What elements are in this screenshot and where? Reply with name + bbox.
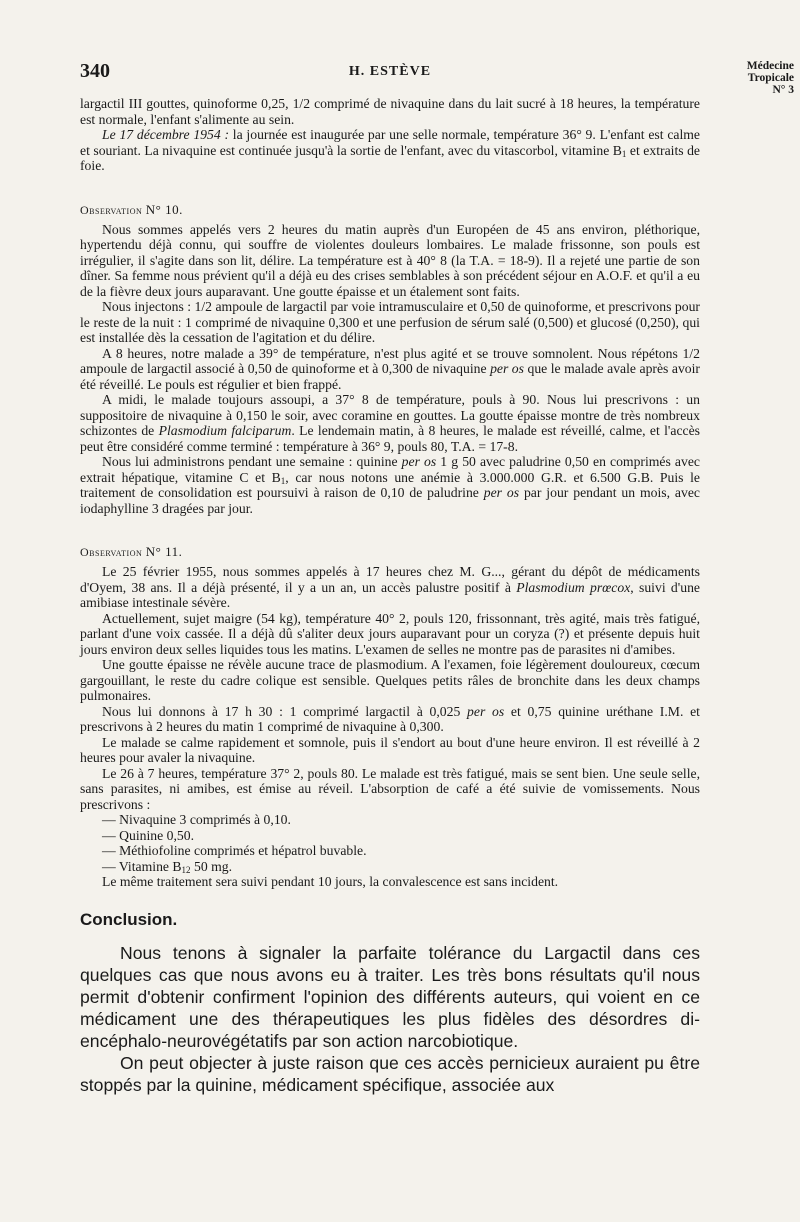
journal-tag <box>728 60 794 96</box>
observation-paragraph: Le malade se calme rapidement et somnole, puis il s'endort au bout d'une heure environ. Il est réveillé à 2 heures pour avaler la nivaquine. <box>80 734 700 765</box>
prescription-item: — Nivaquine 3 comprimés à 0,10. <box>102 812 700 828</box>
prescription-list <box>80 812 700 874</box>
text-run: 50 mg. <box>190 858 232 874</box>
prescription-item: — Méthiofoline comprimés et hépatrol buvable. <box>102 843 700 859</box>
text-run: 1 g 50 avec paludrine 0,50 en comprimés avec extrait hépatique, vitamine C et B <box>80 454 700 485</box>
text-run: et 0,75 quinine uréthane I.M. et prescrivons à 2 heures du matin 1 comprimé de nivaquine à 0,300. <box>80 703 700 734</box>
observation-paragraph: Une goutte épaisse ne révèle aucune trace de plasmodium. A l'examen, foie légèrement douloureux, cœcum gargouillant, le reste du cadre colique est sensible. Quelques petits râles de bronchite dans les deux champs pulmonaires. <box>80 657 700 703</box>
observation-paragraph: Le 26 à 7 heures, température 37° 2, pouls 80. Le malade est très fatigué, mais se sent bien. Une seule selle, sans parasites, ni amibes, est émise au réveil. L'absorption de café a été suivie de vomissements. Nous prescrivons : <box>80 765 700 812</box>
text-run: par jour pendant un mois, avec iodaphylline 3 dragées par jour. <box>80 485 700 516</box>
observation-number: N° 11. <box>145 544 183 559</box>
italic-run: Plasmodium falciparum <box>158 423 292 438</box>
observation-paragraph <box>80 564 700 611</box>
text-run: . Le lendemain matin, à 8 heures, le malade est réveillé, calme, et l'accès peut être considéré comme terminé : température à 36° 9, pouls 80, T.A. = 17-8. <box>80 423 700 454</box>
observation-label: Observation <box>80 545 143 559</box>
date-emphasis: Le 17 décembre 1954 : <box>102 127 230 142</box>
subscript: 1 <box>621 148 627 159</box>
text-run: Nous lui donnons à 17 h 30 : 1 comprimé largactil à 0,025 <box>102 703 468 719</box>
text-run: A midi, le malade toujours assoupi, a 37° 8 de température, pouls à 90. Nous lui prescrivons : un suppositoire de nivaquine à 0,150 le soir, avec coramine en gouttes. La goutte épaisse montre de très nombreux schizontes de <box>80 392 700 438</box>
conclusion-paragraph: Nous tenons à signaler la parfaite tolérance du Largactil dans ces quelques cas que nous avons eu à traiter. Les très bons résultats qu'il nous permit d'obtenir confirment l'opinion des différents auteurs, qui voient en ce médicament une des thérapeutiques les plus fidèles des désordres di-encéphalo-neurovégétatifs par son action narcobiotique. <box>80 942 700 1051</box>
journal-tag-line: Médecine <box>746 60 794 72</box>
observation-paragraph: Actuellement, sujet maigre (54 kg), température 40° 2, pouls 120, frissonnant, très agité, mais très fatigué, parlant d'une voix cassée. Il a déjà dû s'aliter deux jours auparavant pour un coryza (?) et présente depuis huit jours environ deux selles liquides tous les matins. L'examen de selles ne montre pas de parasites ni d'amibes. <box>80 610 700 657</box>
text-run: Nous lui administrons pendant une semaine : quinine <box>102 454 402 469</box>
page-number: 340 <box>80 60 110 82</box>
running-head: H. ESTÈVE <box>348 64 432 79</box>
text-run: et extraits de foie. <box>80 142 700 173</box>
prescription-item: — Quinine 0,50. <box>102 828 700 844</box>
subscript: 12 <box>181 864 191 875</box>
conclusion-paragraph: On peut objecter à juste raison que ces accès pernicieux auraient pu être stoppés par la quinine, médicament spécifique, associée aux <box>80 1052 700 1095</box>
observation-paragraph <box>80 454 700 516</box>
italic-run: per os <box>467 703 505 719</box>
observation-label: Observation <box>80 202 143 217</box>
text-run: , car nous notons une anémie à 3.000.000 G.R. et 6.500 G.B. Puis le traitement de consolidation est poursuivi à raison de 0,10 de paludrine <box>80 469 700 500</box>
text-run: que le malade avale après avoir été réveillé. Le pouls est régulier et bien frappé. <box>80 361 700 392</box>
continuation-paragraph <box>80 127 700 174</box>
conclusion-section <box>80 942 700 1096</box>
observation-paragraph: Nous sommes appelés vers 2 heures du matin auprès d'un Européen de 45 ans environ, pléthorique, hypertendu déjà connu, qui souffre de violentes douleurs lombaires. Le malade frissonne, son pouls est irrégulier, il s'agite dans son lit, délire. La température est à 40° 8 (la T.A. = 18-9). Il a rejeté une partie de son dîner. Sa femme nous prévient qu'il a déjà eu des crises semblables à son précédent séjour en A.O.F. et qu'il a eu de la fièvre deux jours auparavant. Une goutte épaisse et un étalement sont faits. <box>80 221 700 299</box>
text-run: la journée est inaugurée par une selle normale, température 36° 9. L'enfant est calme et souriant. La nivaquine est continuée jusqu'à la sortie de l'enfant, avec du vitascorbol, vitamine B <box>80 127 700 158</box>
observation-number: N° 10. <box>145 201 183 217</box>
text-run: Le 25 février 1955, nous sommes appelés à 17 heures chez M. G..., gérant du dépôt de médicaments d'Oyem, 38 ans. Il a déjà présenté, il y a un an, un accès palustre positif à <box>80 564 700 595</box>
continuation-paragraph: largactil III gouttes, quinoforme 0,25, 1/2 comprimé de nivaquine dans du lait sucré à 18 heures, la température est normale, l'enfant s'alimente au sein. <box>80 96 700 127</box>
page-header <box>80 60 700 84</box>
observation-paragraph <box>80 346 700 393</box>
observation-paragraph: Le même traitement sera suivi pendant 10 jours, la convalescence est sans incident. <box>102 874 559 889</box>
journal-tag-line: N° 3 <box>772 84 794 96</box>
prescription-item <box>102 859 700 875</box>
italic-run: per os <box>483 485 520 500</box>
conclusion-heading: Conclusion. <box>80 909 178 929</box>
observation-heading <box>80 202 700 218</box>
article-body <box>80 96 700 1096</box>
text-run: A 8 heures, notre malade a 39° de température, n'est plus agité et se trouve somnolent. Nous répétons 1/2 ampoule de largactil associé à 0,50 de quinoforme et à 0,300 de nivaquine <box>80 345 700 376</box>
text-run: Vitamine B <box>118 858 182 874</box>
italic-run: Plasmodium prœcox <box>516 579 631 595</box>
observation-heading <box>80 544 700 560</box>
italic-run: per os <box>490 361 524 376</box>
text-run: , suivi d'une amibiase intestinale sévère. <box>80 579 701 610</box>
observation-paragraph <box>80 392 700 454</box>
observation-paragraph: Nous injectons : 1/2 ampoule de largactil par voie intramusculaire et 0,50 de quinoforme, et prescrivons pour le reste de la nuit : 1 comprimé de nivaquine 0,300 et une perfusion de sérum salé (0,500) et glucosé (0,250), qui est installée dès la cessation de l'agitation et du délire. <box>80 299 700 345</box>
journal-tag-line: Tropicale <box>747 72 794 84</box>
observation-paragraph <box>80 704 700 735</box>
italic-run: per os <box>401 454 437 469</box>
subscript: 1 <box>280 475 286 486</box>
